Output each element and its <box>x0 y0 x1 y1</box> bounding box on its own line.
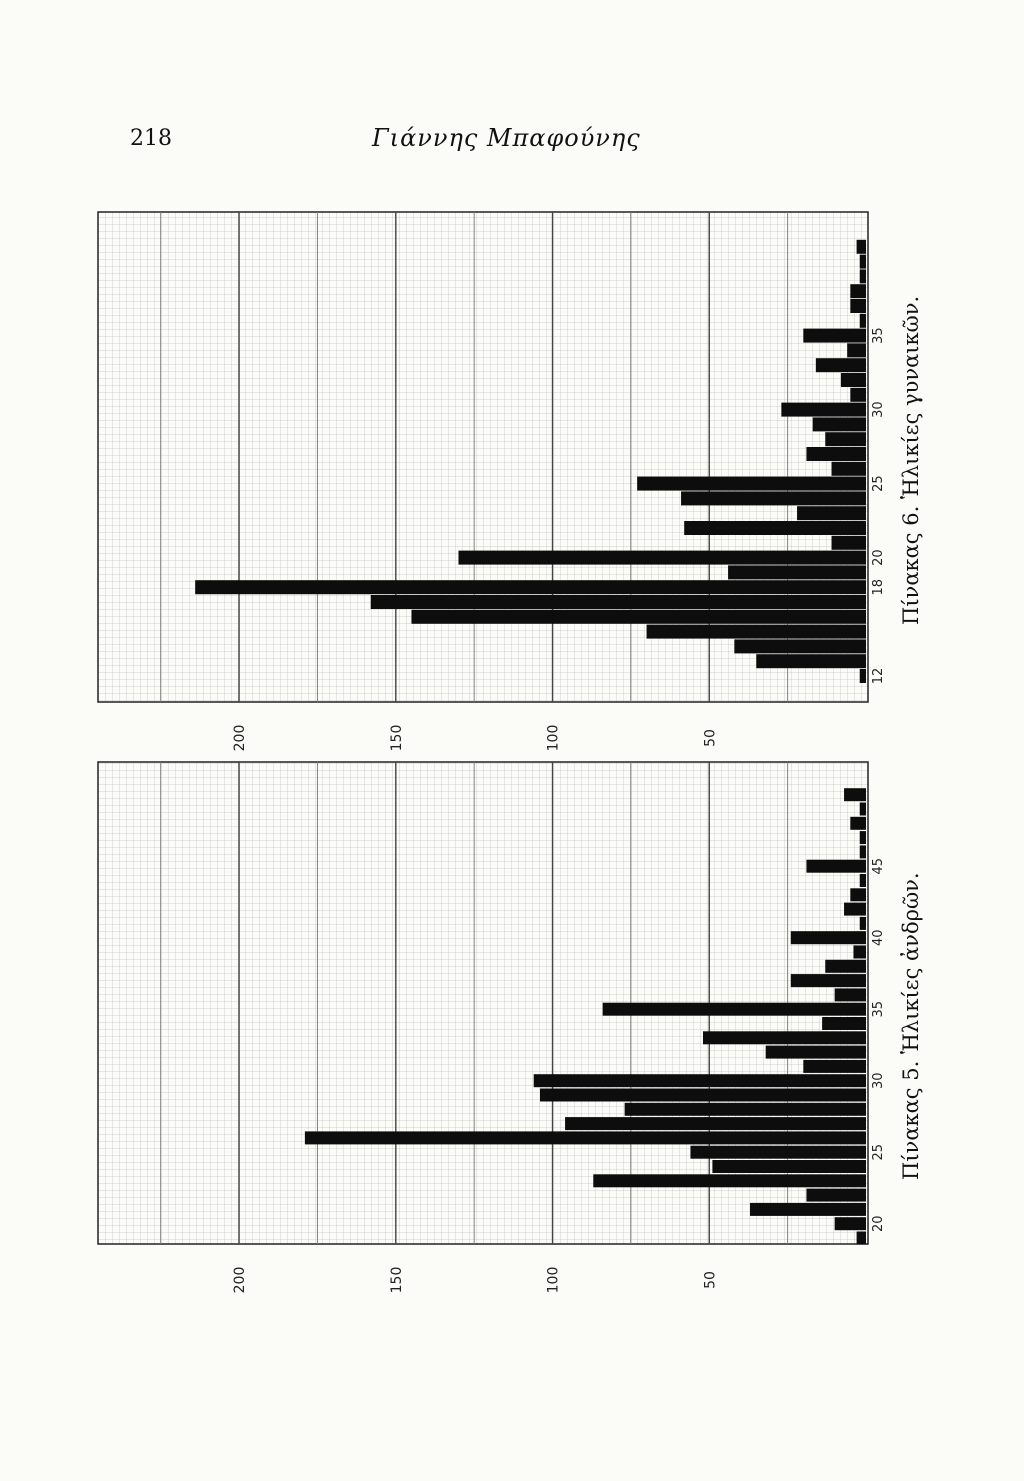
bar-age-41 <box>857 240 866 254</box>
bar-age-25 <box>637 477 866 491</box>
bar-age-32 <box>841 373 866 387</box>
bar-age-36 <box>835 988 866 1001</box>
bar-age-49 <box>860 803 866 816</box>
value-tick-label-150: 150 <box>388 724 405 752</box>
bar-age-18 <box>195 580 866 594</box>
bar-age-42 <box>844 903 866 916</box>
bar-age-25 <box>690 1146 866 1159</box>
bar-age-15 <box>647 625 866 639</box>
bar-age-38 <box>825 960 866 973</box>
bar-age-36 <box>860 314 866 328</box>
bar-age-14 <box>734 639 866 653</box>
bar-age-37 <box>791 974 866 987</box>
chart-women-caption: Πίνακας 6. Ἡλικίες γυναικῶν. <box>899 295 923 625</box>
bar-age-33 <box>703 1031 866 1044</box>
chart-women-value-ticks <box>232 725 718 752</box>
value-tick-label-150: 150 <box>388 1266 405 1294</box>
bar-age-29 <box>540 1089 866 1102</box>
bar-age-31 <box>850 388 866 402</box>
bar-age-32 <box>766 1046 866 1059</box>
category-tick-label-30: 30 <box>871 1072 886 1089</box>
bar-age-20 <box>835 1217 866 1230</box>
bar-age-34 <box>847 343 866 357</box>
bar-age-30 <box>781 403 866 417</box>
bar-age-35 <box>803 329 866 343</box>
bar-age-12 <box>860 669 866 683</box>
bar-age-23 <box>593 1174 866 1187</box>
bar-age-40 <box>791 931 866 944</box>
bar-age-40 <box>860 255 866 269</box>
bar-age-27 <box>806 447 866 461</box>
page-number: 218 <box>130 126 172 151</box>
chart-women-category-ticks <box>871 327 886 684</box>
bar-age-13 <box>756 654 866 668</box>
value-tick-label-100: 100 <box>545 724 562 752</box>
category-tick-label-25: 25 <box>871 1143 886 1161</box>
value-tick-label-100: 100 <box>545 1266 562 1294</box>
chart-women <box>98 212 923 751</box>
value-tick-label-50: 50 <box>702 1271 719 1289</box>
bar-age-35 <box>603 1003 866 1016</box>
category-tick-label-45: 45 <box>871 857 886 875</box>
category-tick-label-30: 30 <box>871 401 886 418</box>
bar-age-19 <box>857 1232 866 1245</box>
bar-age-23 <box>797 506 866 520</box>
category-tick-label-35: 35 <box>871 1000 886 1018</box>
category-tick-label-25: 25 <box>871 475 886 492</box>
bar-age-22 <box>684 521 866 535</box>
category-tick-label-40: 40 <box>871 929 886 946</box>
bar-age-33 <box>816 358 866 372</box>
chart-men-category-ticks <box>871 858 886 1232</box>
chart-men-value-ticks <box>232 1267 718 1294</box>
bar-age-17 <box>371 595 866 609</box>
bar-age-45 <box>806 860 866 873</box>
value-tick-label-50: 50 <box>702 729 719 747</box>
bar-age-22 <box>806 1189 866 1202</box>
bar-age-37 <box>850 299 866 313</box>
bar-age-30 <box>534 1074 866 1087</box>
bar-age-27 <box>565 1117 866 1130</box>
chart-men <box>98 762 923 1293</box>
bar-age-26 <box>832 462 866 476</box>
category-tick-label-12: 12 <box>871 667 886 685</box>
bar-age-21 <box>750 1203 866 1216</box>
bar-age-48 <box>850 817 866 830</box>
chart-men-caption: Πίνακας 5. Ἡλικίες ἀνδρῶν. <box>899 872 923 1180</box>
bar-age-28 <box>825 432 866 446</box>
category-tick-label-18: 18 <box>871 578 886 596</box>
bar-age-46 <box>860 845 866 858</box>
bar-age-41 <box>860 917 866 930</box>
bar-age-43 <box>850 888 866 901</box>
bar-age-39 <box>853 946 866 959</box>
category-tick-label-35: 35 <box>871 327 886 344</box>
bar-age-31 <box>803 1060 866 1073</box>
bar-age-47 <box>860 831 866 844</box>
value-tick-label-200: 200 <box>232 724 249 752</box>
bar-age-16 <box>411 610 866 624</box>
bar-age-28 <box>625 1103 866 1116</box>
bar-age-26 <box>305 1131 866 1144</box>
bar-age-24 <box>712 1160 866 1173</box>
category-tick-label-20: 20 <box>871 1215 886 1232</box>
bar-age-44 <box>860 874 866 887</box>
bar-age-19 <box>728 565 866 579</box>
bar-age-34 <box>822 1017 866 1030</box>
category-tick-label-20: 20 <box>871 549 886 566</box>
bar-age-29 <box>813 417 866 431</box>
bar-age-38 <box>850 284 866 298</box>
value-tick-label-200: 200 <box>232 1266 249 1294</box>
running-head: Γιάννης Μπαφούνης <box>372 124 641 152</box>
bar-age-21 <box>832 536 866 550</box>
bar-age-39 <box>860 269 866 283</box>
bar-age-24 <box>681 491 866 505</box>
bar-age-20 <box>458 551 866 565</box>
bar-age-50 <box>844 788 866 801</box>
